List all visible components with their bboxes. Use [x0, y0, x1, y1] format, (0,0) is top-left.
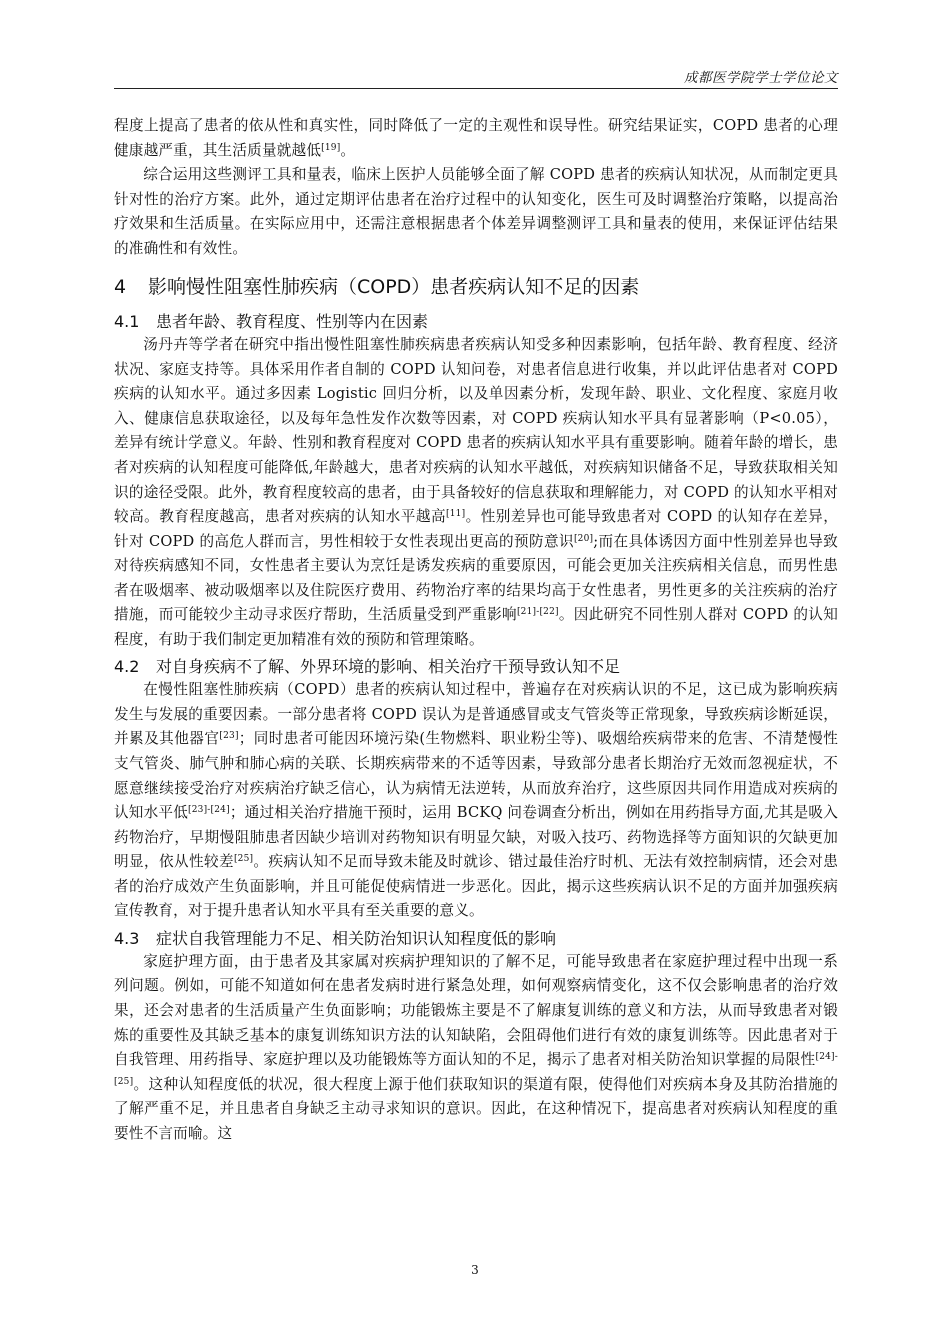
section-number: 4	[114, 276, 127, 299]
paragraph-text: 家庭护理方面，由于患者及其家属对疾病护理知识的了解不足，可能导致患者在家庭护理过程中出现一系列问题。例如，可能不知道如何在患者发病时进行紧急处理，如何观察病情变化，这不仅会影响患者的治疗效果，还会对患者的生活质量产生负面影响；功能锻炼主要是不了解康复训练的意义和方法，从而导致患者对锻炼的重要性及其缺乏基本的康复训练知识方法的认知缺陷，会阻碍他们进行有效的康复训练等。因此患者对于自我管理、用药指导、家庭护理以及功能锻炼等方面认知的不足，揭示了患者对相关防治知识掌握的局限性	[114, 952, 838, 1069]
paragraph-text: ；通过相关治疗措施干预时，运用 BCKQ 问卷调查分析出，例如在用药指导方面,尤其是吸入药物治疗，早期慢阻肺患者因缺少培训对药物知识有明显欠缺，对吸入技巧、药物选择等方面知识的欠缺更加明显，依从性较差	[114, 804, 838, 871]
paragraph: 综合运用这些测评工具和量表，临床上医护人员能够全面了解 COPD 患者的疾病认知状况，从而制定更具针对性的治疗方案。此外，通过定期评估患者在治疗过程中的认知变化，医生可及时调整治疗策略，以提高治疗效果和生活质量。在实际应用中，还需注意根据患者个体差异调整测评工具和量表的使用，来保证评估结果的准确性和有效性。	[114, 166, 838, 257]
citation: [11]	[446, 509, 466, 520]
paragraph-text: ;而在具体诱因方面中性别差异也导致对待疾病感知不同，女性患者主要认为烹饪是诱发疾病的重要原因，可能会更加关注疾病相关信息，而男性患者在吸烟率、被动吸烟率以及住院医疗费用、药物治疗率的结果均高于女性患者，男性更多的关注疾病的治疗措施，而可能较少主动寻求医疗帮助，生活质量受到严重影响	[114, 532, 838, 624]
citation: [20]	[573, 533, 594, 544]
citation: [25]	[233, 854, 254, 865]
paragraph-text: 。这种认知程度低的状况，很大程度上源于他们获取知识的渠道有限，使得他们对疾病本身及其防治措施的了解严重不足，并且患者自身缺乏主动寻求知识的意识。因此，在这种情况下，提高患者对疾病认知程度的重要性不言而喻。这	[114, 1075, 838, 1142]
paragraph-text: 汤丹卉等学者在研究中指出慢性阻塞性肺疾病患者疾病认知受多种因素影响，包括年龄、教育程度、经济状况、家庭支持等。具体采用作者自制的 COPD 认知问卷，对患者信息进行收集，并以此评估患者对 COPD 疾病的认知水平。通过多因素 Logistic 回归分析，以及单因素分析，发现年龄、职业、文化程度、家庭月收入、健康信息获取途径，以及每年急性发作次数等因素，对 COPD 疾病认知水平具有显著影响（P<0.05），差异有统计学意义。年龄、性别和教育程度对 COPD 患者的疾病认知水平具有重要影响。随着年龄的增长，患者对疾病的认知程度可能降低,年龄越大，患者对疾病的认知水平越低，对疾病知识储备不足，导致获取相关知识的途径受限。此外，教育程度较高的患者，由于具备较好的信息获取和理解能力，对 COPD 的认知水平相对较高。教育程度越高，患者对疾病的认知水平越高	[114, 336, 838, 526]
subsection-title: 对自身疾病不了解、外界环境的影响、相关治疗干预导致认知不足	[156, 657, 621, 677]
section-heading-4	[114, 273, 838, 301]
citation: [19]	[321, 142, 341, 153]
paragraph-continued	[114, 114, 838, 163]
subsection-title: 患者年龄、教育程度、性别等内在因素	[156, 312, 429, 332]
subsection-title: 症状自我管理能力不足、相关防治知识认知程度低的影响	[156, 928, 557, 948]
paragraph-text: 。因此研究不同性别人群对 COPD 的认知程度，有助于我们制定更加精准有效的预防和管理策略。	[114, 606, 838, 648]
paragraph-text: 。性别差异也可能导致患者对 COPD 的认知存在差异，针对 COPD 的高危人群而言，男性相较于女性表现出更高的预防意识	[114, 508, 838, 550]
page-number: 3	[471, 1263, 479, 1277]
thesis-header-title: 成都医学院学士学位论文	[684, 70, 838, 86]
section-title: 影响慢性阻塞性肺疾病（COPD）患者疾病认知不足的因素	[148, 276, 640, 299]
subsection-heading-4-2	[114, 656, 838, 678]
paragraph-text: 程度上提高了患者的依从性和真实性，同时降低了一定的主观性和误导性。研究结果证实，COPD 患者的心理健康越严重，其生活质量就越低	[114, 117, 838, 159]
paragraph-text: 。疾病认知不足而导致未能及时就诊、错过最佳治疗时机、无法有效控制病情，还会对患者的治疗成效产生负面影响，并且可能促使病情进一步恶化。因此，揭示这些疾病认识不足的方面并加强疾病宣传教育，对于提升患者认知水平具有至关重要的意义。	[114, 853, 838, 920]
citation: [21]-[22]	[516, 607, 559, 618]
page-header	[114, 66, 838, 89]
subsection-number: 4.3	[114, 928, 140, 948]
citation: [24]-[25]	[114, 1052, 838, 1087]
paragraph	[114, 678, 838, 923]
subsection-number: 4.2	[114, 657, 140, 677]
subsection-heading-4-3	[114, 928, 838, 950]
page-body	[114, 114, 838, 1146]
subsection-number: 4.1	[114, 312, 140, 332]
citation: [23]	[219, 731, 239, 742]
paragraph-text: 在慢性阻塞性肺疾病（COPD）患者的疾病认知过程中，普遍存在对疾病认识的不足，这已成为影响疾病发生与发展的重要因素。一部分患者将 COPD 误认为是普通感冒或支气管炎等正常现象，导致疾病诊断延误，并累及其他器官	[114, 681, 838, 748]
citation: [23]-[24]	[188, 805, 230, 816]
paragraph-text: 。	[340, 141, 356, 159]
paragraph	[114, 333, 838, 652]
paragraph-text: ；同时患者可能因环境污染(生物燃料、职业粉尘等)、吸烟给疾病带来的危害、不清楚慢性支气管炎、肺气肿和肺心病的关联、长期疾病带来的不适等因素，导致部分患者长期治疗无效而忽视症状，不愿意继续接受治疗对疾病治疗缺乏信心，认为病情无法逆转，从而放弃治疗，这些原因共同作用造成对疾病的认知水平低	[114, 730, 838, 822]
subsection-heading-4-1	[114, 311, 838, 333]
paragraph	[114, 950, 838, 1146]
